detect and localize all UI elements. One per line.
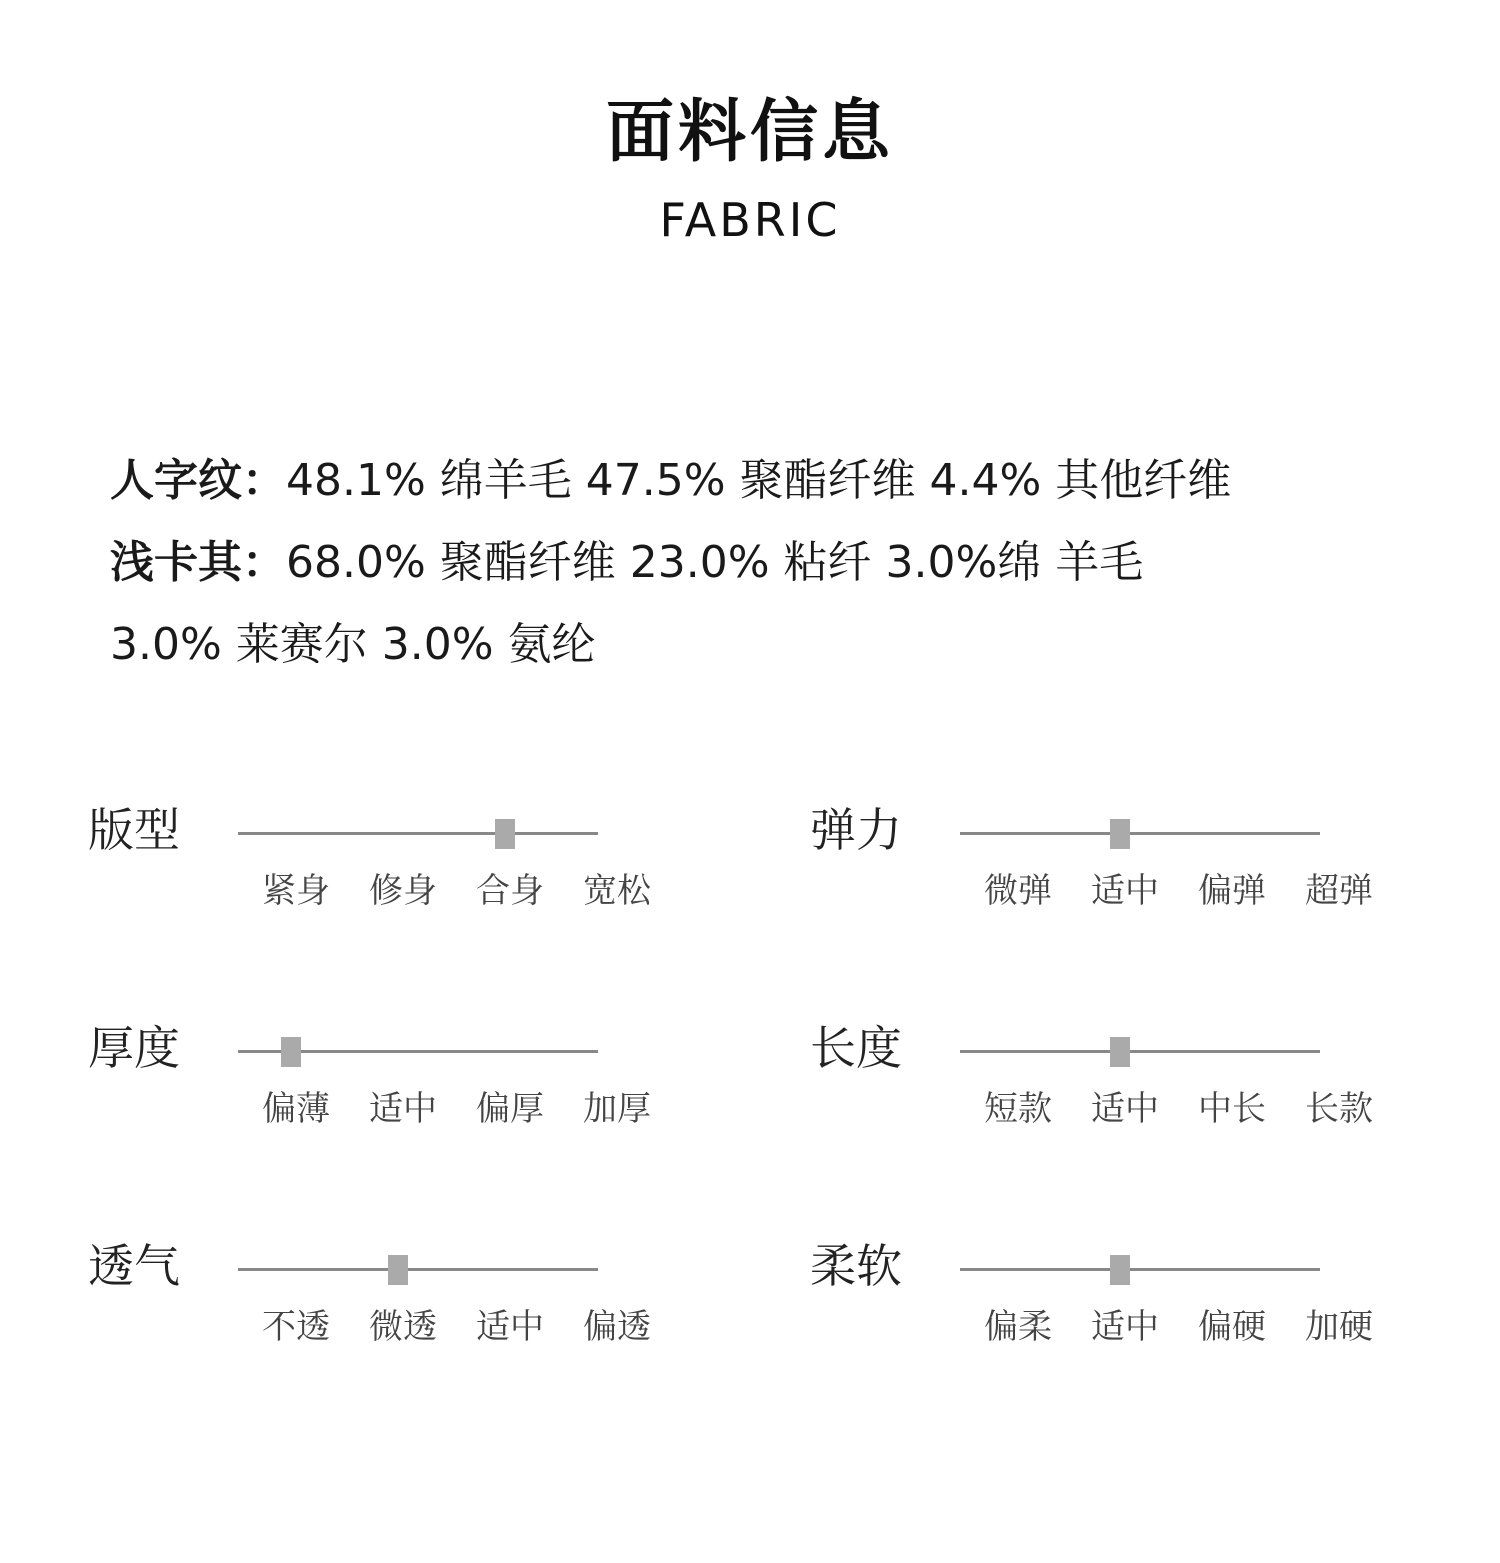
scale-indicator bbox=[388, 1255, 408, 1285]
scale-track bbox=[960, 832, 1320, 835]
attribute-name: 厚度 bbox=[88, 1021, 180, 1075]
attribute-name: 柔软 bbox=[810, 1239, 902, 1293]
attribute-name: 透气 bbox=[88, 1239, 180, 1293]
scale-level: 偏柔 bbox=[984, 1307, 1052, 1347]
scale-track bbox=[238, 1268, 598, 1271]
composition-line bbox=[110, 604, 1410, 686]
page-subtitle: FABRIC bbox=[659, 193, 841, 247]
scale-level: 适中 bbox=[1091, 1089, 1159, 1129]
attribute-fit bbox=[88, 800, 688, 920]
composition-text: 3.0% 莱赛尔 3.0% 氨纶 bbox=[110, 619, 596, 670]
scale-level: 偏薄 bbox=[262, 1089, 330, 1129]
scale-levels bbox=[978, 1086, 1418, 1136]
scale-level: 加厚 bbox=[583, 1089, 651, 1129]
scale-levels bbox=[256, 1304, 696, 1354]
attribute-breathability bbox=[88, 1236, 688, 1356]
scale-level: 中长 bbox=[1198, 1089, 1266, 1129]
scale-level: 适中 bbox=[476, 1307, 544, 1347]
scale-track bbox=[238, 832, 598, 835]
composition-name: 浅卡其： bbox=[110, 537, 286, 588]
scale-level: 加硬 bbox=[1305, 1307, 1373, 1347]
scale-level: 不透 bbox=[262, 1307, 330, 1347]
scale-indicator bbox=[1110, 1037, 1130, 1067]
attribute-thickness bbox=[88, 1018, 688, 1138]
composition-text: 48.1% 绵羊毛 47.5% 聚酯纤维 4.4% 其他纤维 bbox=[286, 455, 1232, 506]
scale-level: 紧身 bbox=[262, 871, 330, 911]
attribute-elasticity bbox=[810, 800, 1410, 920]
scale-level: 长款 bbox=[1305, 1089, 1373, 1129]
scale-levels bbox=[978, 1304, 1418, 1354]
attribute-softness bbox=[810, 1236, 1410, 1356]
scale-level: 超弹 bbox=[1305, 871, 1373, 911]
scale-levels bbox=[256, 1086, 696, 1136]
scale-level: 偏硬 bbox=[1198, 1307, 1266, 1347]
scale-track bbox=[960, 1050, 1320, 1053]
scale-indicator bbox=[495, 819, 515, 849]
scale-level: 偏弹 bbox=[1198, 871, 1266, 911]
scale-indicator bbox=[1110, 819, 1130, 849]
scale-level: 偏透 bbox=[583, 1307, 651, 1347]
scale-indicator bbox=[281, 1037, 301, 1067]
scale-level: 偏厚 bbox=[476, 1089, 544, 1129]
scale-level: 微透 bbox=[369, 1307, 437, 1347]
scale-level: 短款 bbox=[984, 1089, 1052, 1129]
scale-level: 宽松 bbox=[583, 871, 651, 911]
scale-levels bbox=[978, 868, 1418, 918]
scale-level: 适中 bbox=[1091, 871, 1159, 911]
scale-levels bbox=[256, 868, 696, 918]
attribute-name: 长度 bbox=[810, 1021, 902, 1075]
composition-text: 68.0% 聚酯纤维 23.0% 粘纤 3.0%绵 羊毛 bbox=[286, 537, 1144, 588]
composition-name: 人字纹： bbox=[110, 455, 286, 506]
attribute-name: 弹力 bbox=[810, 803, 902, 857]
scale-level: 合身 bbox=[476, 871, 544, 911]
scale-level: 微弹 bbox=[984, 871, 1052, 911]
composition-line bbox=[110, 522, 1410, 604]
fabric-composition bbox=[110, 440, 1410, 686]
composition-line bbox=[110, 440, 1410, 522]
scale-level: 适中 bbox=[1091, 1307, 1159, 1347]
scale-level: 适中 bbox=[369, 1089, 437, 1129]
page-title: 面料信息 bbox=[605, 93, 894, 172]
attribute-length bbox=[810, 1018, 1410, 1138]
scale-indicator bbox=[1110, 1255, 1130, 1285]
attribute-name: 版型 bbox=[88, 803, 180, 857]
scale-level: 修身 bbox=[369, 871, 437, 911]
scale-track bbox=[960, 1268, 1320, 1271]
